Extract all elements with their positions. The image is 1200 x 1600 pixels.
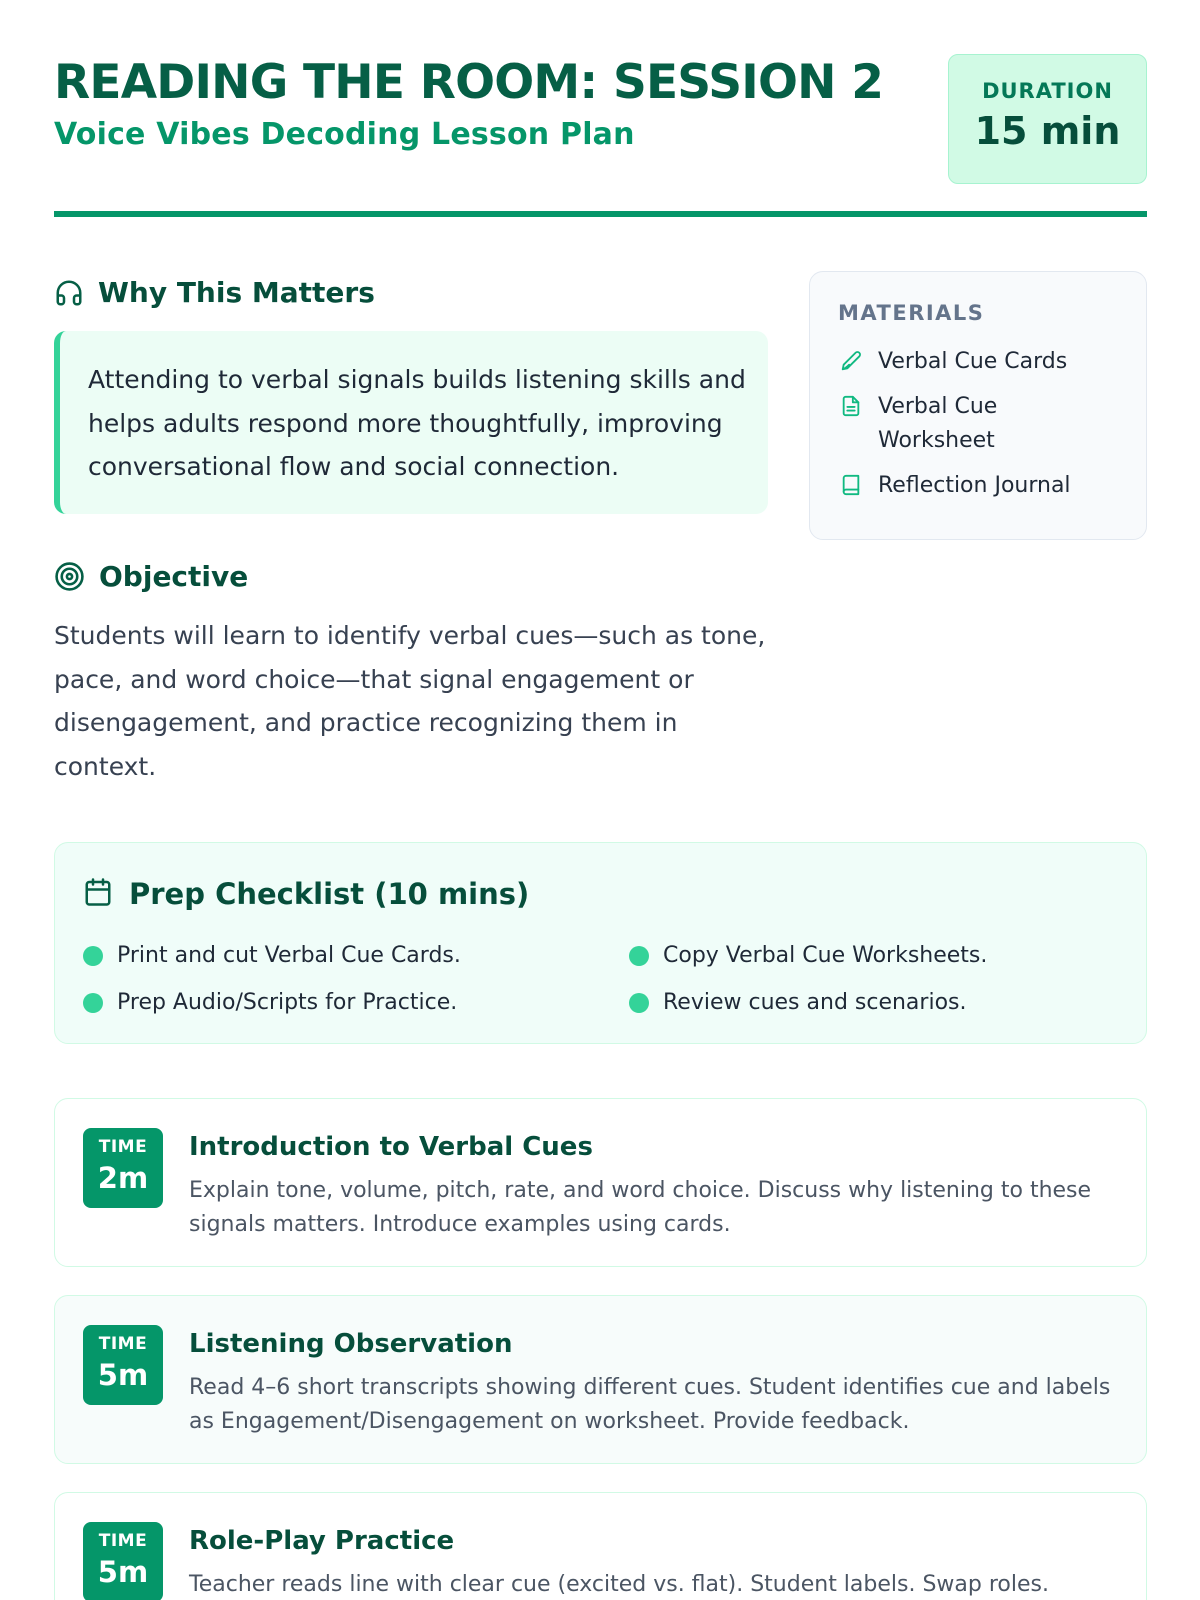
objective-text: Students will learn to identify verbal cues—such as tone, pace, and word choice—that signal engagement or disengagement, and practice recognizing them in context. xyxy=(54,621,766,781)
bullet-dot xyxy=(83,946,103,966)
checklist-item-label: Print and cut Verbal Cue Cards. xyxy=(117,943,461,968)
prep-heading-label: Prep Checklist (10 mins) xyxy=(129,877,530,911)
prep-checklist xyxy=(54,842,1147,1044)
checklist-item xyxy=(83,987,629,1019)
time-badge-label: TIME xyxy=(98,1137,148,1157)
document-icon xyxy=(838,390,864,422)
time-badge-label: TIME xyxy=(98,1531,148,1551)
step-description: Explain tone, volume, pitch, rate, and word choice. Discuss why listening to these signals matters. Introduce examples using cards. xyxy=(189,1178,1092,1237)
bullet-dot xyxy=(83,993,103,1013)
material-label: Verbal Cue Cards xyxy=(878,349,1068,374)
checklist-item-label: Prep Audio/Scripts for Practice. xyxy=(117,990,458,1015)
step-description: Teacher reads line with clear cue (excited vs. flat). Student labels. Swap roles. xyxy=(189,1572,1049,1597)
checklist-item xyxy=(83,940,629,972)
lesson-step xyxy=(54,1098,1147,1267)
checklist-item xyxy=(629,940,1123,972)
time-badge-label: TIME xyxy=(98,1334,148,1354)
step-description: Read 4–6 short transcripts showing different cues. Student identifies cue and labels as Engagement/Disengagement on worksheet. Provide feedback. xyxy=(189,1375,1111,1434)
objective-heading xyxy=(54,560,248,593)
header-divider xyxy=(54,211,1147,217)
materials-list xyxy=(838,345,1146,503)
time-badge-value: 2m xyxy=(97,1161,149,1195)
duration-label: DURATION xyxy=(982,79,1113,103)
time-badge-value: 5m xyxy=(97,1555,149,1589)
time-badge-value: 5m xyxy=(97,1358,149,1392)
material-label: Reflection Journal xyxy=(878,473,1071,498)
time-badge xyxy=(83,1325,163,1405)
book-icon xyxy=(838,469,864,501)
checklist-item-label: Review cues and scenarios. xyxy=(663,990,967,1015)
material-item xyxy=(838,390,1146,458)
objective-heading-label: Objective xyxy=(99,560,249,593)
materials-panel xyxy=(809,271,1147,540)
duration-badge xyxy=(948,54,1147,184)
page-title: READING THE ROOM: SESSION 2 xyxy=(54,55,884,110)
prep-items xyxy=(83,940,1123,1019)
bullet-dot xyxy=(629,946,649,966)
lesson-plan-page xyxy=(54,0,1147,1600)
headphones-icon xyxy=(54,278,84,308)
calendar-icon xyxy=(83,877,113,911)
target-icon xyxy=(54,561,85,592)
lesson-step xyxy=(54,1492,1147,1600)
material-label: Verbal Cue Worksheet xyxy=(878,394,998,453)
lesson-step xyxy=(54,1295,1147,1464)
why-heading xyxy=(54,276,375,309)
material-item xyxy=(838,345,1146,379)
checklist-item xyxy=(629,987,1123,1019)
material-item xyxy=(838,469,1146,503)
prep-heading xyxy=(83,877,529,911)
step-title: Introduction to Verbal Cues xyxy=(189,1132,593,1162)
pen-icon xyxy=(838,345,864,377)
bullet-dot xyxy=(629,993,649,1013)
materials-title: MATERIALS xyxy=(838,301,985,325)
time-badge xyxy=(83,1128,163,1208)
why-callout: Attending to verbal signals builds listening skills and helps adults respond more thoughtfully, improving conversational flow and social connection. xyxy=(54,331,768,514)
checklist-item-label: Copy Verbal Cue Worksheets. xyxy=(663,943,988,968)
duration-value: 15 min xyxy=(974,109,1121,153)
time-badge xyxy=(83,1522,163,1600)
page-subtitle: Voice Vibes Decoding Lesson Plan xyxy=(54,117,635,152)
step-title: Listening Observation xyxy=(189,1329,513,1359)
why-heading-label: Why This Matters xyxy=(98,276,375,309)
step-title: Role-Play Practice xyxy=(189,1526,455,1556)
